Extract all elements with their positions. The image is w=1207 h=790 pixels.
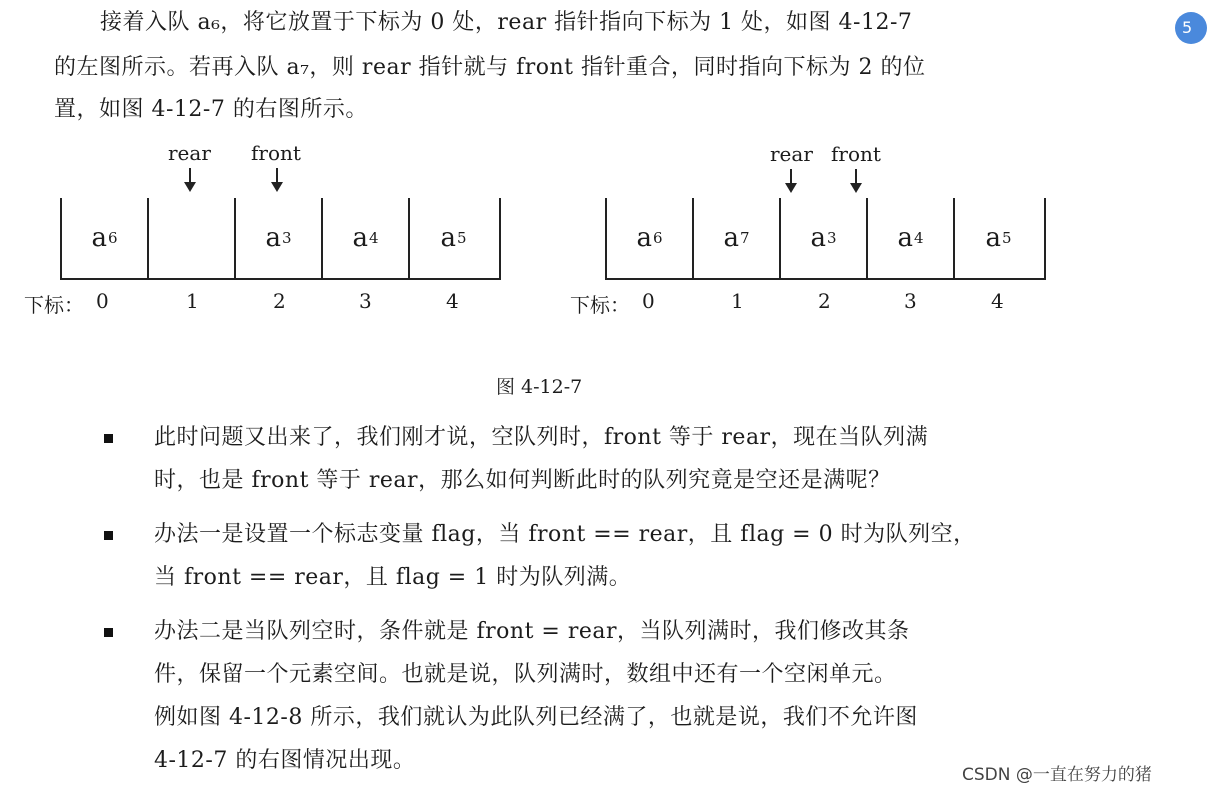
right-front-label: front bbox=[831, 142, 881, 166]
right-index-2: 2 bbox=[818, 289, 831, 313]
right-index-3: 3 bbox=[904, 289, 917, 313]
right-queue-array bbox=[605, 198, 1046, 280]
bullet-3-line-2: 件，保留一个元素空间。也就是说，队列满时，数组中还有一个空闲单元。 bbox=[154, 662, 897, 687]
right-cell-4: a 5 bbox=[985, 223, 1012, 253]
bullet-marker-icon bbox=[104, 434, 113, 443]
left-cell-4: a 5 bbox=[440, 223, 467, 253]
bullet-1-line-1: 此时问题又出来了，我们刚才说，空队列时，front 等于 rear，现在当队列满 bbox=[154, 425, 929, 450]
left-index-1: 1 bbox=[186, 289, 199, 313]
left-front-label: front bbox=[251, 141, 301, 165]
left-index-0: 0 bbox=[96, 289, 109, 313]
left-front-arrow-icon bbox=[276, 168, 278, 184]
intro-line-2: 的左图所示。若再入队 a₇，则 rear 指针就与 front 指针重合，同时指向下标为 2 的位 bbox=[54, 55, 926, 80]
bullet-3-line-3: 例如图 4-12-8 所示，我们就认为此队列已经满了，也就是说，我们不允许图 bbox=[154, 705, 918, 730]
left-rear-arrow-icon bbox=[189, 168, 191, 184]
right-rear-label: rear bbox=[770, 142, 813, 166]
left-index-prefix: 下标： bbox=[24, 293, 84, 317]
right-cell-1: a 7 bbox=[694, 198, 781, 278]
bullet-3-line-1: 办法二是当队列空时，条件就是 front = rear，当队列满时，我们修改其条 bbox=[154, 619, 910, 644]
left-cell-0: a 6 bbox=[62, 198, 149, 278]
bullet-1-line-2: 时，也是 front 等于 rear，那么如何判断此时的队列究竟是空还是满呢？ bbox=[154, 468, 891, 493]
left-index-3: 3 bbox=[359, 289, 372, 313]
right-index-4: 4 bbox=[991, 289, 1004, 313]
left-cell-3: a 4 bbox=[323, 198, 410, 278]
left-index-2: 2 bbox=[273, 289, 286, 313]
right-index-0: 0 bbox=[642, 289, 655, 313]
right-cell-3: a 4 bbox=[868, 198, 955, 278]
right-index-1: 1 bbox=[731, 289, 744, 313]
intro-line-1: 接着入队 a₆，将它放置于下标为 0 处，rear 指针指向下标为 1 处，如图 4-12-7 bbox=[100, 10, 913, 35]
figure-caption: 图 4-12-7 bbox=[496, 376, 583, 398]
csdn-watermark: CSDN @一直在努力的猪 bbox=[962, 765, 1152, 785]
right-rear-arrow-icon bbox=[790, 169, 792, 185]
bullet-marker-icon bbox=[104, 531, 113, 540]
left-cell-2: a 3 bbox=[236, 198, 323, 278]
right-front-arrow-icon bbox=[855, 169, 857, 185]
right-cell-0: a 6 bbox=[607, 198, 694, 278]
right-index-prefix: 下标： bbox=[570, 293, 630, 317]
bullet-2-line-2: 当 front == rear，且 flag = 1 时为队列满。 bbox=[154, 565, 632, 590]
left-queue-array bbox=[60, 198, 501, 280]
intro-line-3: 置，如图 4-12-7 的右图所示。 bbox=[54, 97, 368, 122]
left-cell-1 bbox=[149, 198, 236, 278]
left-index-4: 4 bbox=[446, 289, 459, 313]
bullet-3-line-4: 4-12-7 的右图情况出现。 bbox=[154, 748, 416, 773]
bullet-marker-icon bbox=[104, 628, 113, 637]
right-cell-2: a 3 bbox=[781, 198, 868, 278]
corner-badge-icon[interactable]: 5 bbox=[1175, 12, 1207, 44]
left-rear-label: rear bbox=[168, 141, 211, 165]
bullet-2-line-1: 办法一是设置一个标志变量 flag，当 front == rear，且 flag = 0 时为队列空， bbox=[154, 522, 976, 547]
